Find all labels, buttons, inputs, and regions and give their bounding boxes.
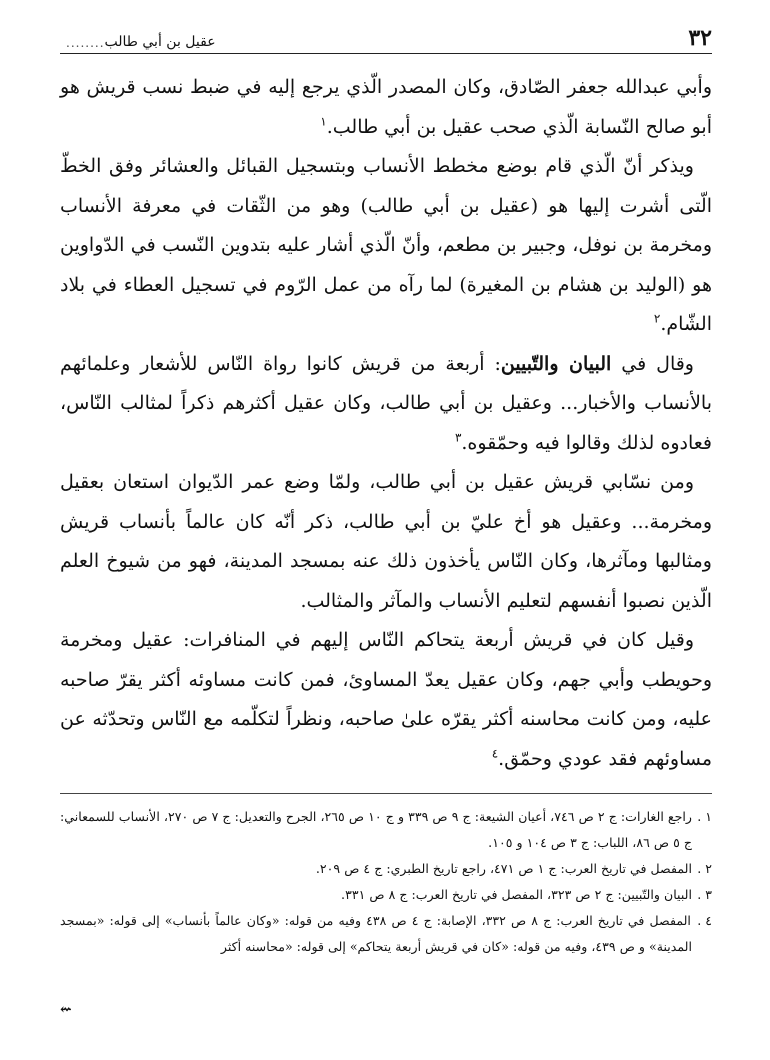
- footnote-text: راجع الغارات: ج ٢ ص ٧٤٦، أعيان الشيعة: ج ٩ ص ٣٣٩ و ج ١٠ ص ٢٦٥، الجرح والتعديل: ج ٧ ص ٢٧٠، الأنساب للسمعاني: ج ٥ ص ٨٦، اللباب: ج ٣ ص ١٠٤ و ١٠٥.: [60, 809, 692, 850]
- paragraph: [60, 345, 712, 464]
- book-page: [60, 18, 712, 1048]
- footnote: [60, 908, 712, 960]
- footnotes: [60, 804, 712, 960]
- paragraph-text: وقال في: [611, 352, 694, 375]
- paragraph-text: ويذكر أنّ الّذي قام بوضع مخطط الأنساب وبتسجيل القبائل والعشائر وفق الخطّ الّتى أشرت إليها هو (عقيل بن أبي طالب) وهو من الثّقات في معرفة الأنساب ومخرمة بن نوفل، وجبير بن مطعم، وأنّ الّذي أشار عليه بتدوين النّسب في الدّواوين هو (الوليد بن هشام بن المغيرة) لما رآه من عمل الرّوم في تسجيل العطاء في بلاد الشّام.: [60, 155, 712, 335]
- paragraph-text: : أربعة من قريش كانوا رواة النّاس للأشعار وعلمائهم بالأنساب والأخبار... وعقيل بن أبي طالب، وكان عقيل أكثرهم ذكراً لمثالب النّاس، فعادوه لذلك وقالوا فيه وحمّقوه.: [60, 352, 712, 454]
- paragraph-text: وأبي عبدالله جعفر الصّادق، وكان المصدر الّذي يرجع إليه في ضبط نسب قريش هو أبو صالح النّسابة الّذي صحب عقيل بن أبي طالب.: [60, 76, 712, 138]
- running-title-dots: ........: [66, 36, 105, 50]
- running-title-text: عقيل بن أبي طالب: [104, 34, 216, 50]
- paragraph: [60, 68, 712, 147]
- footnote-number: ٣ .: [697, 887, 712, 902]
- footnote-number: ١ .: [697, 809, 713, 824]
- footnote-reference: ١: [320, 114, 327, 129]
- footnote-number: ٢ .: [697, 861, 712, 876]
- footnote-reference: ٤: [491, 746, 499, 761]
- footnote: [60, 804, 712, 856]
- footnote-reference: ٣: [454, 430, 462, 445]
- paragraph: [60, 147, 712, 345]
- paragraph-text: وقيل كان في قريش أربعة يتحاكم النّاس إليهم في المنافرات: عقيل ومخرمة وحويطب وأبي جهم، وكان عقيل يعدّ المساوئ، فمن كانت مساوئه أكثر يقرّ صاحبه عليه، ومن كانت محاسنه أكثر يقرّه علىٰ صاحبه، ونظراً لتكلّمه مع النّاس وتحدّثه عن مساوئهم فقد عودي وحمّق.: [60, 629, 712, 770]
- paragraph: [60, 463, 712, 621]
- footnote-divider: [60, 793, 712, 794]
- footnote-reference: ٢: [653, 311, 661, 326]
- running-title: [60, 35, 216, 49]
- footnote-text: المفصل في تاريخ العرب: ج ٨ ص ٣٣٢، الإصابة: ج ٤ ص ٤٣٨ وفيه من قوله: «وكان عالماً بأنساب» إلى قوله: «بمسجد المدينة» و ص ٤٣٩، وفيه من قوله: «كان في قريش أربعة يتحاكم» إلى قوله: «محاسنه أكثر: [60, 913, 692, 954]
- footnote: [60, 856, 712, 882]
- footnote: [60, 882, 712, 908]
- paragraph: [60, 621, 712, 779]
- footnote-number: ٤ .: [697, 913, 712, 928]
- footnote-text: البيان والتّبيين: ج ٢ ص ٣٢٣، المفصل في تاريخ العرب: ج ٨ ص ٣٣١.: [341, 887, 692, 902]
- running-header: [60, 18, 712, 54]
- footnote-text: المفصل في تاريخ العرب: ج ١ ص ٤٧١، راجع تاريخ الطبري: ج ٤ ص ٢٠٩.: [315, 861, 692, 876]
- book-title: البيان والتّبيين: [500, 352, 612, 375]
- continuation-arrow-icon: ⇜: [60, 1002, 72, 1018]
- paragraph-text: ومن نسّابي قريش عقيل بن أبي طالب، ولمّا وضع عمر الدّيوان استعان بعقيل ومخرمة... وعقيل هو أخ عليّ بن أبي طالب، ذكر أنّه كان عالماً بأنساب قريش ومثالبها ومآثرها، وكان النّاس يأخذون ذلك عنه بمسجد المدينة، فهو من شيوخ العلم الّذين نصبوا أنفسهم لتعليم الأنساب والمآثر والمثالب.: [60, 471, 712, 612]
- page-number: ٣٢: [688, 25, 712, 51]
- main-text: [60, 68, 712, 779]
